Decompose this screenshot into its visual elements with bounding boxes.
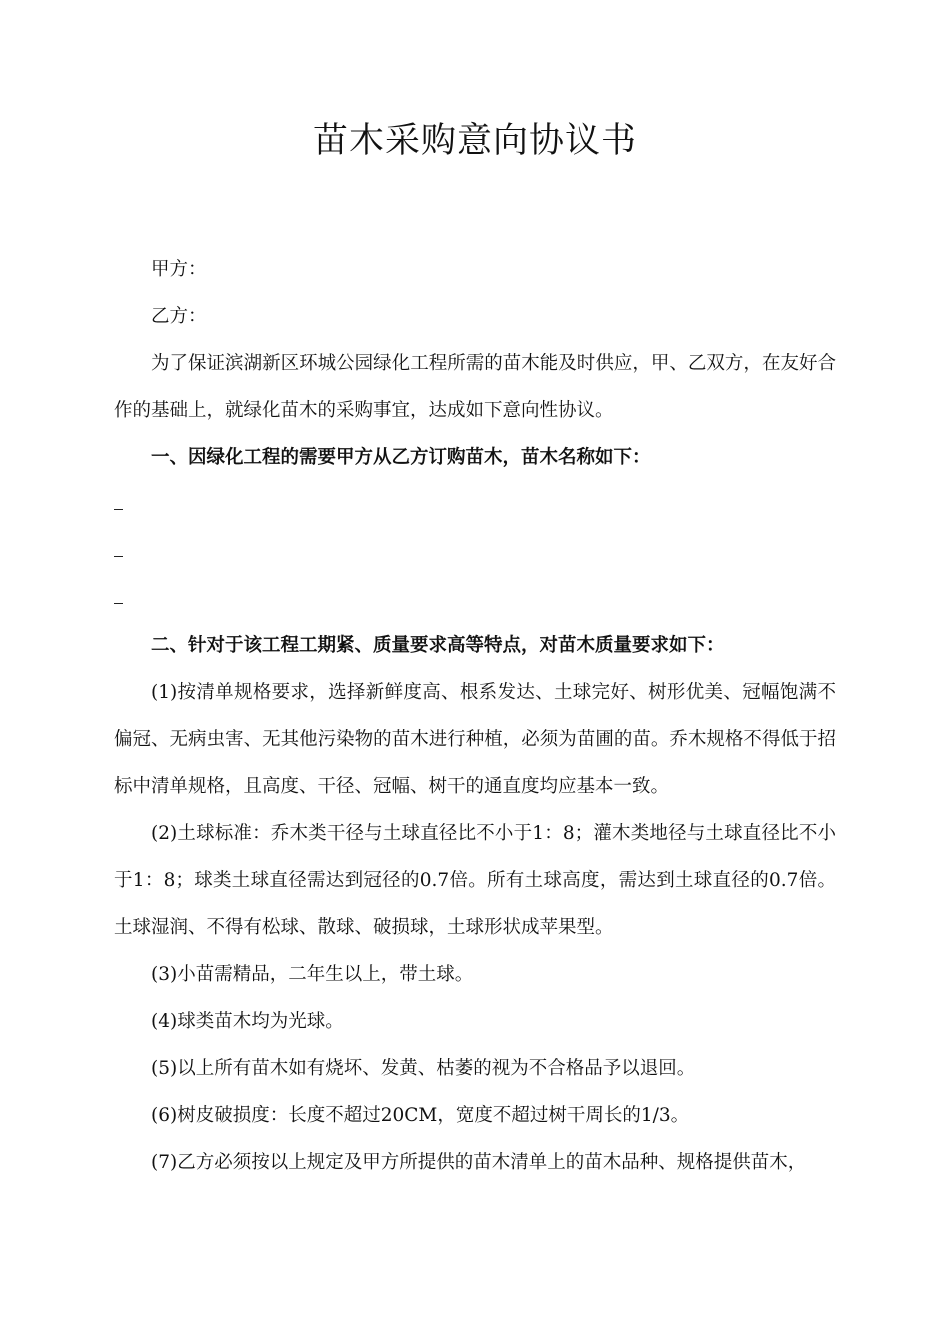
intro-paragraph: 为了保证滨湖新区环城公园绿化工程所需的苗木能及时供应，甲、乙双方，在友好合作的基础上，就绿化苗木的采购事宜，达成如下意向性协议。 xyxy=(114,353,836,421)
document-body xyxy=(114,246,836,1186)
requirement-item-4: (4)球类苗木均为光球。 xyxy=(151,1011,344,1032)
requirement-item-3: (3)小苗需精品，二年生以上，带土球。 xyxy=(151,964,474,985)
party-b-line: 乙方： xyxy=(151,306,207,327)
requirement-item-7: (7)乙方必须按以上规定及甲方所提供的苗木清单上的苗木品种、规格提供苗木， xyxy=(151,1152,807,1173)
requirement-item-1: (1)按清单规格要求，选择新鲜度高、根系发达、土球完好、树形优美、冠幅饱满不偏冠、无病虫害、无其他污染物的苗木进行种植，必须为苗圃的苗。乔木规格不得低于招标中清单规格，且高度、干径、冠幅、树干的通直度均应基本一致。 xyxy=(114,682,836,797)
blank-line-1 xyxy=(114,481,836,528)
section-2-heading: 二、针对于该工程工期紧、质量要求高等特点，对苗木质量要求如下： xyxy=(151,635,725,656)
blank-dash xyxy=(114,556,123,557)
requirement-item-6: (6)树皮破损度：长度不超过20CM，宽度不超过树干周长的1/3。 xyxy=(151,1105,690,1126)
document-title: 苗木采购意向协议书 xyxy=(312,121,637,161)
blank-line-3 xyxy=(114,575,836,622)
section-1-heading: 一、因绿化工程的需要甲方从乙方订购苗木，苗木名称如下： xyxy=(151,447,651,468)
blank-dash xyxy=(114,509,123,510)
party-a-line: 甲方： xyxy=(151,259,207,280)
requirement-item-5: (5)以上所有苗木如有烧坏、发黄、枯萎的视为不合格品予以退回。 xyxy=(151,1058,696,1079)
blank-line-2 xyxy=(114,528,836,575)
blank-dash xyxy=(114,603,123,604)
requirement-item-2: (2)土球标准：乔木类干径与土球直径比不小于1：8；灌木类地径与土球直径比不小于1：8；球类土球直径需达到冠径的0.7倍。所有土球高度，需达到土球直径的0.7倍。土球湿润、不得有松球、散球、破损球，土球形状成苹果型。 xyxy=(114,823,836,938)
